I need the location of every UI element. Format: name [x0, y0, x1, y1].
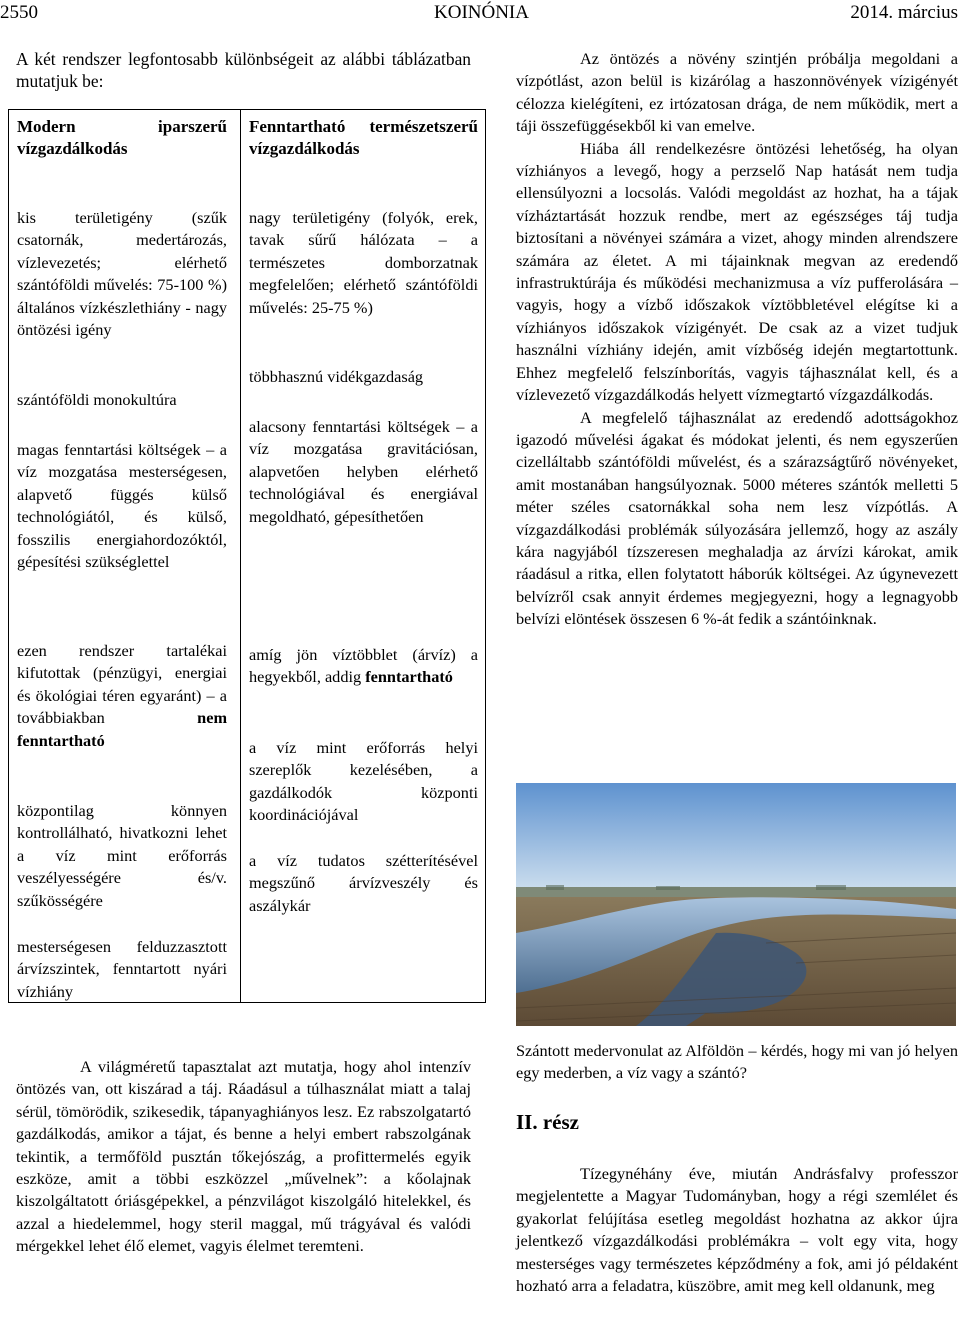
row5-left: központilag könnyen kontrollálható, hivatkozni lehet a víz mint erőforrás veszélyességére és/v. szűkösségére — [17, 801, 227, 910]
row4-right-emphasis: fenntartható — [365, 667, 453, 687]
table-divider — [240, 110, 241, 1002]
paragraph: A világméretű tapasztalat azt mutatja, hogy ahol intenzív öntözés van, ott kiszárad a táj. Ráadásul a túlhasználat miatt a talaj sérül, tömörödik, szikesedik, tápanyaghiányos lesz. Ez rabszolgatartó gazdálkodás, amikor a tájat, és benne a helyi embert rabszolgának tekintik, a termőföld pusztán tőkejószág, a profittermelés egyik eszköze, amit a többi eszközzel „művelnek”: a kőolajnak kiszolgáltatott óriásgépekkel, a pénzvilágot kiszolgáló hitelekkel, és azzal a hiedelemmel, hogy steril maggal, mű trágyával és valódi mérgekkel lehet élő elemet, vagyis élelmet teremteni. — [16, 1057, 471, 1256]
row2-left: szántóföldi monokultúra — [17, 390, 177, 409]
table-header-modern: Modern iparszerű vízgazdálkodás — [17, 117, 227, 159]
intro-paragraph: A két rendszer legfontosabb különbségeit az alábbi táblázatban mutatjuk be: — [16, 49, 471, 91]
row4-left — [17, 640, 227, 752]
paragraph: Tízegynéhány éve, miután Andrásfalvy professzor megjelentette a Magyar Tudományban, hogy a régi szemlélet és gyakorlat felújítása esetleg megoldást hozhatna az akkor újra jelentkező vízgazdálkodási problémákra – volt egy vita, hogy mesterséges vagy természetes képződmény a fok, ami jó példaként hozható arra a feladatra, küszöbre, amit meg kell oldanunk, meg — [516, 1164, 958, 1296]
journal-name: KOINÓNIA — [434, 2, 529, 23]
photo-caption: Szántott medervonulat az Alföldön – kérdés, hogy mi van jó helyen egy mederben, a víz vagy a szántó? — [516, 1041, 958, 1083]
table-header-sustainable: Fenntartható természetszerű vízgazdálkodás — [249, 117, 478, 159]
row5-right: a víz mint erőforrás helyi szereplők kezelésében, a gazdálkodók központi koordinációjával — [249, 738, 478, 825]
section-title: II. rész — [516, 1110, 579, 1134]
comparison-table — [8, 109, 486, 1003]
row1-left: kis területigény (szűk csatornák, medertározás, vízlevezetés; elérhető szántóföldi művelés: 75-100 %) általános vízkészlethiány - nagy öntözési igény — [17, 208, 227, 340]
page-header — [0, 0, 960, 30]
issue-date: 2014. március — [850, 2, 958, 23]
right-column-text — [516, 48, 958, 631]
row1-right: nagy területigény (folyók, erek, tavak sűrű hálózata – a természetes domborzatnak megfelelően; elérhető szántóföldi művelés: 25-75 %) — [249, 208, 478, 317]
row4-left-text: ezen rendszer tartalékai kifutottak (pénzügyi, energiai és ökológiai téren egyaránt) – a továbbiakban — [17, 641, 227, 728]
row4-left-emphasis: nem fenntartható — [17, 708, 227, 750]
water-channel-photo — [516, 783, 956, 1026]
row4-right — [249, 644, 478, 689]
row2-right: többhasznú vidékgazdaság — [249, 367, 424, 386]
row3-right: alacsony fenntartási költségek – a víz mozgatása gravitációsan, alapvetően helyben elérhető technológiával és energiával megoldható, gépesíthetően — [249, 417, 478, 526]
bottom-left-text — [16, 1056, 471, 1258]
paragraph: A megfelelő tájhasználat az eredendő adottságokhoz igazodó művelési ágakat és módokat jelenti, és nem egyszerűen cizelláltabb szántóföldi művelést, és a szárazságtűrő növényeket, amit mostanában hangsúlyoznak. 5000 méteres szántók melletti 5 méter széles csatornákkal soha nem lesz vízpótlás. A vízgazdálkodási problémák súlyozására jellemző, hogy az aszály kára nagyjából tízszeresen meghaladja az árvízi károkat, amik ráadásul a ritka, ellen folytatott háborúk költségei. Az úgynevezett belvízről csak annyit érdemes megjegyezni, hogy a legnagyobb belvízi elöntések összesen 6 %-át fedik a szántóinknak. — [516, 407, 958, 629]
row4-right-text: amíg jön víztöbblet (árvíz) a hegyekből, addig — [249, 645, 478, 687]
page-number: 2550 — [0, 2, 38, 23]
part2-text — [516, 1163, 958, 1297]
row6-left: mesterségesen felduzzasztott árvízszintek, fenntartott nyári vízhiány — [17, 937, 227, 1001]
paragraph: Hiába áll rendelkezésre öntözési lehetőség, ha olyan vízhiányos a levegő, hogy a perzselő Nap hatását nem tudja ellensúlyozni a locsolás. Valódi megoldást az hozhat, ha a tájak vízháztartását hozzuk rendbe, mert az egészséges táj tudja biztosítani a növényei számára a vizet, ahogy minden alrendszere számára az életet. A mi tájainknak megvan az eredendő infrastruktúrája és működési mechanizmusa a víz pufferolására – vagyis, hogy a vízbő időszakok víztöbbletével elégítse ki a vízhiányos időszakok vízigényét. De csak az a vizet tudjuk használni vízhiány idején, amit vízbőség idején megtartottunk. Ehhez megfelelő felszínborítás, vagyis tájhasználat kell, és a vízlevezető vízgazdálkodás helyett vízmegtartó vízgazdálkodás. — [516, 138, 958, 405]
row3-left: magas fenntartási költségek – a víz mozgatása mesterségesen, alapvető függés külső technológiától, és külső, fosszilis energiahordozóktól, gépesítési szükséglettel — [17, 440, 227, 572]
row6-right: a víz tudatos szétterítésével megszűnő árvízveszély és aszálykár — [249, 851, 478, 915]
paragraph: Az öntözés a növény szintjén próbálja megoldani a vízpótlást, azon belül is kizárólag a haszonnövények vízigényét célozza kielégíteni, ez irtózatosan drága, de nem működik, mert a táji összefüggésekből ki van emelve. — [516, 49, 958, 136]
